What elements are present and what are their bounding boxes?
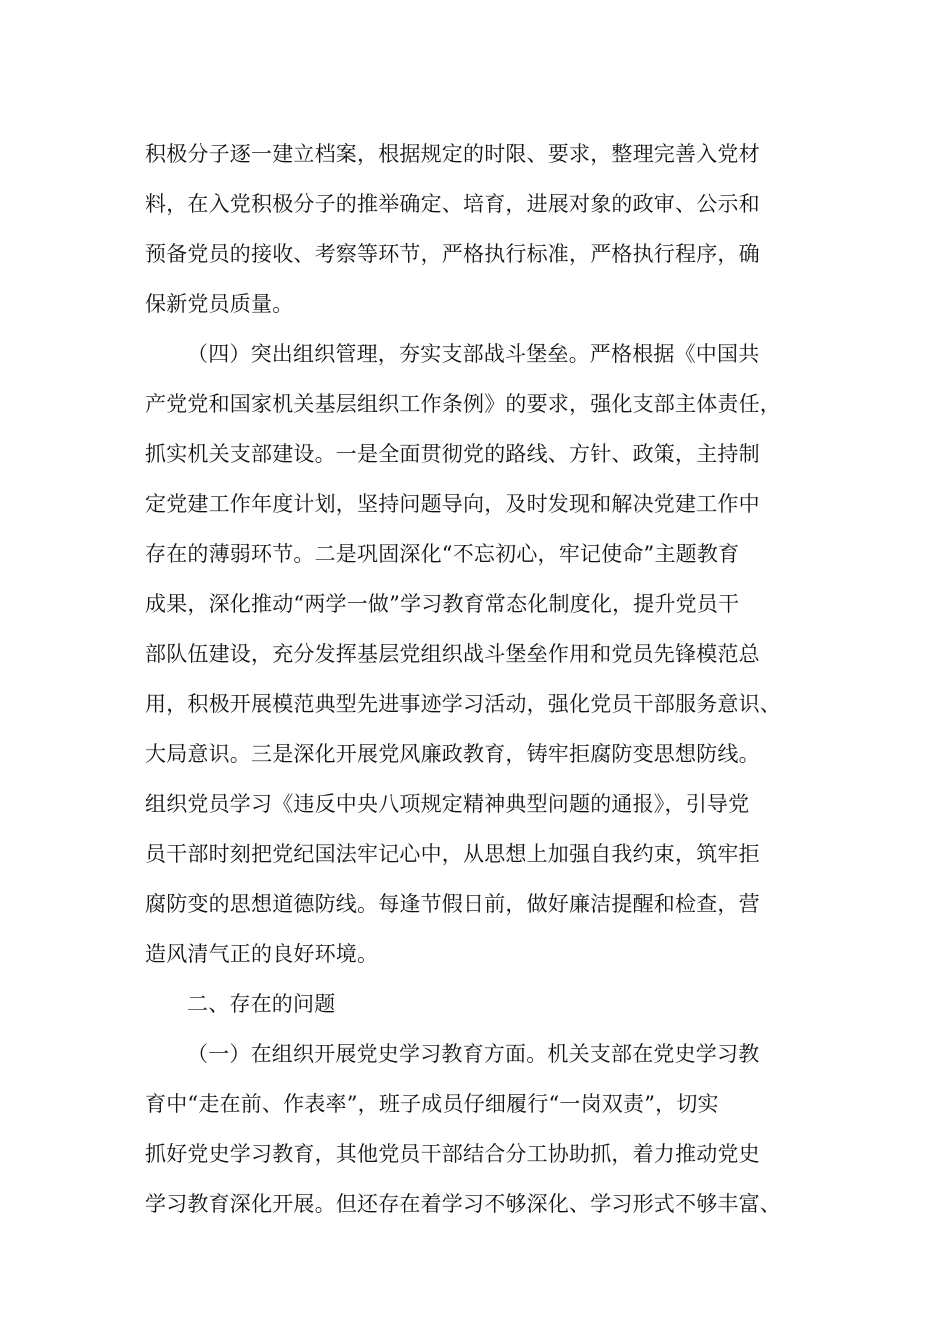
- text-line: 保新党员质量。: [145, 292, 294, 316]
- text-line: 育中“走在前、作表率”，班子成员仔细履行“一岗双责”，切实: [145, 1092, 719, 1116]
- paragraph-heading-1: （一）在组织开展党史学习教育方面。机关支部在党史学习教: [187, 1042, 760, 1066]
- text-line: 料，在入党积极分子的推举确定、培育，进展对象的政审、公示和: [145, 192, 760, 216]
- paragraph-heading-4: （四）突出组织管理，夯实支部战斗堡垒。严格根据《中国共: [187, 342, 760, 366]
- text-line: 预备党员的接收、考察等环节，严格执行标准，严格执行程序，确: [145, 242, 760, 266]
- text-line: 存在的薄弱环节。二是巩固深化“不忘初心，牢记使命”主题教育: [145, 542, 740, 566]
- text-line: 积极分子逐一建立档案，根据规定的时限、要求，整理完善入党材: [145, 142, 760, 166]
- text-line: 抓实机关支部建设。一是全面贯彻党的路线、方针、政策，主持制: [145, 442, 760, 466]
- text-line: 部队伍建设，充分发挥基层党组织战斗堡垒作用和党员先锋模范总: [145, 642, 760, 666]
- text-line: 成果，深化推动“两学一做”学习教育常态化制度化，提升党员干: [145, 592, 740, 616]
- text-line: 大局意识。三是深化开展党风廉政教育，铸牢拒腐防变思想防线。: [145, 742, 760, 766]
- text-line: 用，积极开展模范典型先进事迹学习活动，强化党员干部服务意识、: [145, 692, 781, 716]
- text-line: 员干部时刻把党纪国法牢记心中，从思想上加强自我约束，筑牢拒: [145, 842, 760, 866]
- text-line: 造风清气正的良好环境。: [145, 942, 379, 966]
- text-line: 腐防变的思想道德防线。每逢节假日前，做好廉洁提醒和检查，营: [145, 892, 760, 916]
- text-line: 抓好党史学习教育，其他党员干部结合分工协助抓，着力推动党史: [145, 1142, 760, 1166]
- text-line: 产党党和国家机关基层组织工作条例》的要求，强化支部主体责任，: [145, 392, 781, 416]
- text-line: 定党建工作年度计划，坚持问题导向，及时发现和解决党建工作中: [145, 492, 760, 516]
- text-line: 学习教育深化开展。但还存在着学习不够深化、学习形式不够丰富、: [145, 1192, 781, 1216]
- text-line: 组织党员学习《违反中央八项规定精神典型问题的通报》，引导党: [145, 792, 750, 816]
- section-heading: 二、存在的问题: [187, 992, 336, 1016]
